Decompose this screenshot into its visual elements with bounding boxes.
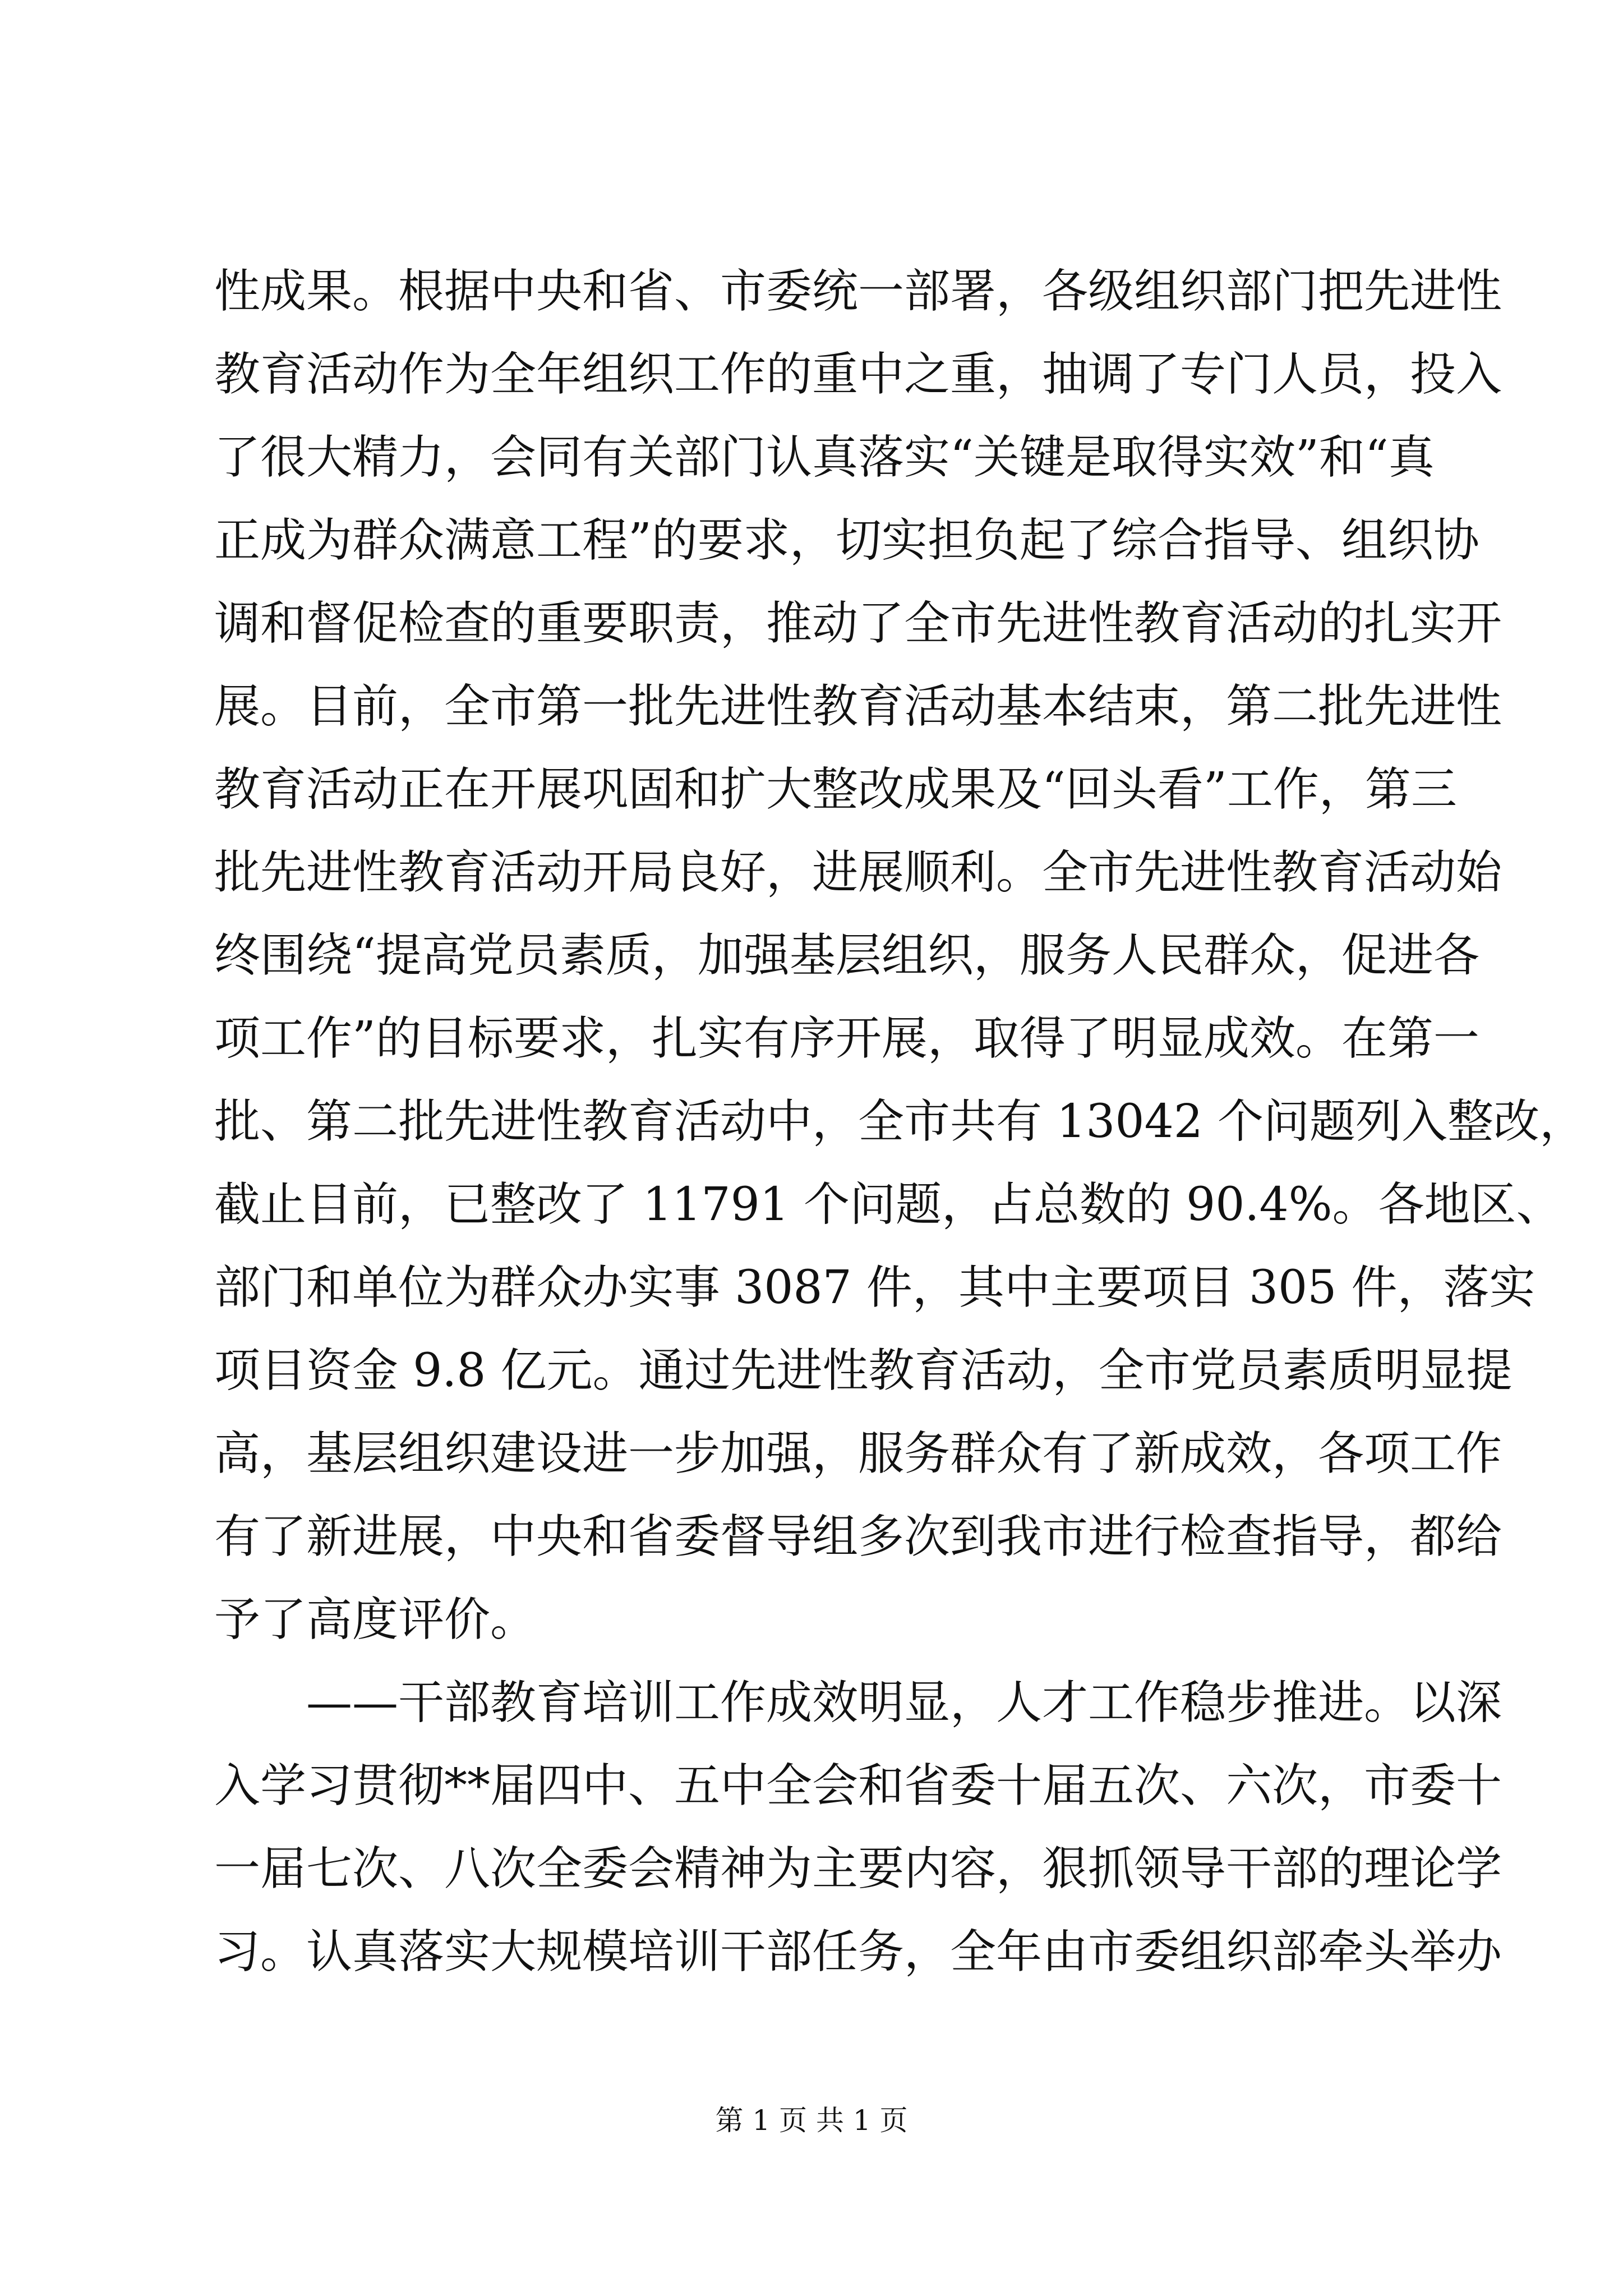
text-line: 了很大精力，会同有关部门认真落实“关键是取得实效”和“真 (214, 431, 1435, 484)
text-line: 正成为群众满意工程”的要求，切实担负起了综合指导、组织协 (214, 514, 1479, 567)
text-line: 项目资金 9.8 亿元。通过先进性教育活动，全市党员素质明显提 (214, 1344, 1513, 1397)
text-line: 一届七次、八次全委会精神为主要内容，狠抓领导干部的理论学 (214, 1842, 1502, 1895)
text-line: 性成果。根据中央和省、市委统一部署，各级组织部门把先进性 (214, 265, 1502, 318)
text-line: 批先进性教育活动开局良好，进展顺利。全市先进性教育活动始 (214, 846, 1502, 899)
text-line: 项工作”的目标要求，扎实有序开展，取得了明显成效。在第一 (214, 1012, 1479, 1065)
text-line: 入学习贯彻**届四中、五中全会和省委十届五次、六次，市委十 (214, 1759, 1502, 1812)
paragraph-start-line: ——干部教育培训工作成效明显，人才工作稳步推进。以深 (306, 1676, 1502, 1729)
text-line: 高，基层组织建设进一步加强，服务群众有了新成效，各项工作 (214, 1427, 1502, 1480)
text-line: 调和督促检查的重要职责，推动了全市先进性教育活动的扎实开 (214, 597, 1502, 650)
text-line: 习。认真落实大规模培训干部任务，全年由市委组织部牵头举办 (214, 1925, 1502, 1978)
text-line: 教育活动作为全年组织工作的重中之重，抽调了专门人员，投入 (214, 348, 1502, 401)
text-line: 教育活动正在开展巩固和扩大整改成果及“回头看”工作，第三 (214, 763, 1457, 816)
text-line: 部门和单位为群众办实事 3087 件，其中主要项目 305 件，落实 (214, 1261, 1536, 1314)
page-footer: 第 1 页 共 1 页 (715, 2104, 908, 2137)
text-line: 截止目前，已整改了 11791 个问题，占总数的 90.4%。各地区、 (214, 1178, 1562, 1231)
document-body (214, 250, 1585, 1994)
paragraph-end-line: 予了高度评价。 (214, 1593, 537, 1646)
text-line: 展。目前，全市第一批先进性教育活动基本结束，第二批先进性 (214, 680, 1502, 733)
text-line: 终围绕“提高党员素质，加强基层组织，服务人民群众，促进各 (214, 929, 1479, 982)
text-line: 有了新进展，中央和省委督导组多次到我市进行检查指导，都给 (214, 1510, 1502, 1563)
text-line: 批、第二批先进性教育活动中，全市共有 13042 个问题列入整改， (214, 1095, 1585, 1148)
